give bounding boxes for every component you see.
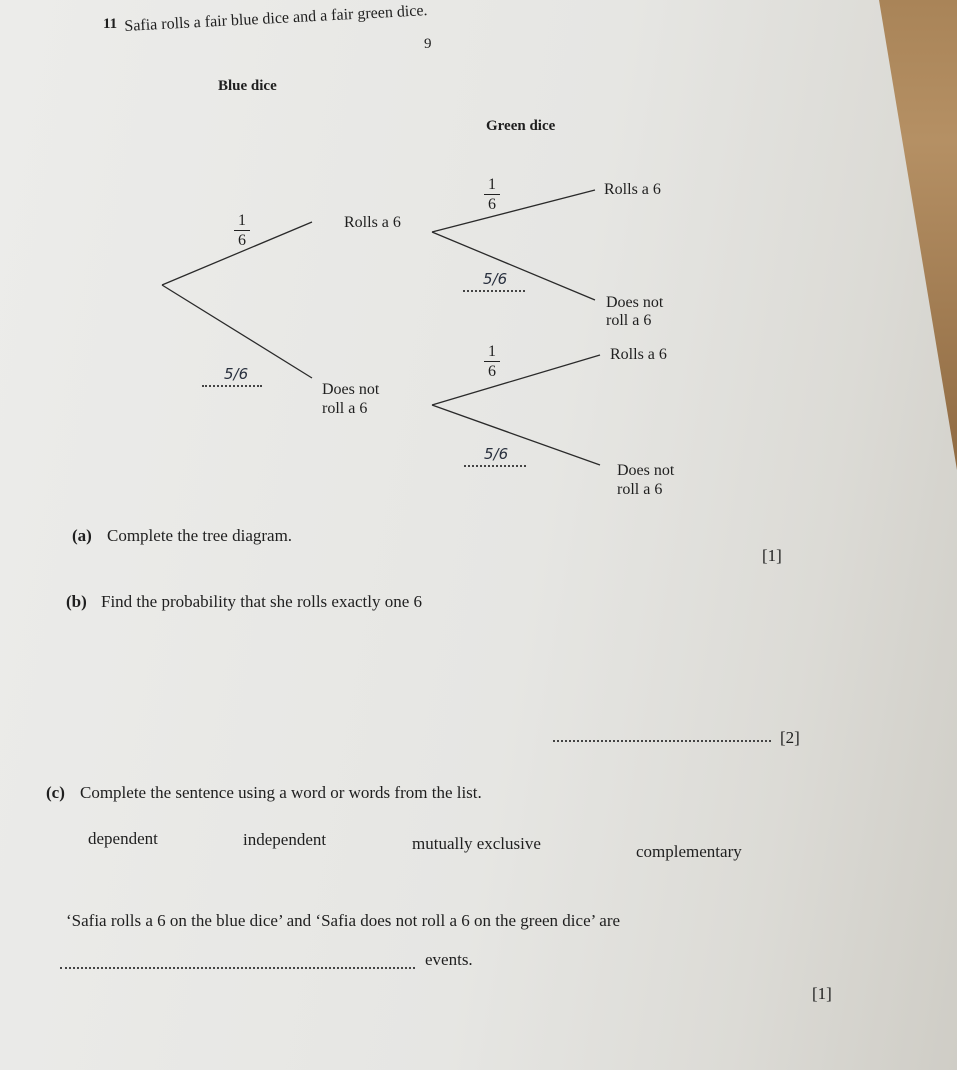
- option-complementary: complementary: [636, 842, 742, 861]
- fraction-denominator: 6: [488, 196, 496, 213]
- fraction-bar: [484, 361, 500, 362]
- green-upper-not-label-line1: Does not: [606, 294, 664, 311]
- blue-six-probability: [234, 212, 250, 249]
- fraction-bar: [234, 230, 250, 231]
- green-lower-six-label: Rolls a 6: [610, 346, 667, 363]
- green-dice-heading: Green dice: [486, 118, 556, 134]
- blue-not-label-line2: roll a 6: [322, 400, 368, 417]
- option-dependent: dependent: [88, 829, 158, 848]
- part-c-sentence-end: events.: [425, 950, 473, 969]
- part-c-label: (c): [46, 783, 65, 802]
- fraction-numerator: 1: [488, 343, 496, 360]
- green-upper-not-probability-answer[interactable]: 5/6: [463, 270, 525, 292]
- page-number: 9: [424, 36, 432, 52]
- part-c-sentence: ‘Safia rolls a 6 on the blue dice’ and ‘Safia does not roll a 6 on the green dice’ are: [66, 911, 621, 930]
- green-lower-not-probability-answer[interactable]: 5/6: [464, 445, 526, 467]
- green-upper-six-label: Rolls a 6: [604, 181, 661, 198]
- part-b-marks: [2]: [780, 728, 800, 747]
- blue-dice-heading: Blue dice: [218, 78, 277, 94]
- option-independent: independent: [243, 830, 327, 849]
- part-b-text: Find the probability that she rolls exactly one 6: [101, 592, 423, 611]
- fraction-bar: [484, 194, 500, 195]
- part-a-text: Complete the tree diagram.: [107, 526, 293, 545]
- part-c-marks: [1]: [812, 984, 832, 1003]
- option-mutually-exclusive: mutually exclusive: [412, 834, 541, 853]
- green-lower-not-label-line2: roll a 6: [617, 481, 663, 498]
- part-a-label: (a): [72, 526, 92, 545]
- part-c-text: Complete the sentence using a word or words from the list.: [80, 783, 482, 802]
- blue-six-label: Rolls a 6: [344, 214, 401, 231]
- green-upper-not-label-line2: roll a 6: [606, 312, 652, 329]
- part-c-answer-line[interactable]: [60, 953, 415, 969]
- green-upper-branch-six: [432, 190, 595, 232]
- green-lower-six-probability: [484, 343, 500, 380]
- green-lower-branch-six: [432, 355, 600, 405]
- part-a-marks: [1]: [762, 546, 782, 565]
- fraction-denominator: 6: [238, 232, 246, 249]
- blue-not-label-line1: Does not: [322, 381, 380, 398]
- fraction-numerator: 1: [488, 176, 496, 193]
- fraction-denominator: 6: [488, 363, 496, 380]
- part-b-answer-line[interactable]: [553, 726, 771, 742]
- question-text: Safia rolls a fair blue dice and a fair green dice.: [124, 2, 428, 35]
- fraction-numerator: 1: [238, 212, 246, 229]
- green-lower-not-label-line1: Does not: [617, 462, 675, 479]
- green-upper-six-probability: [484, 176, 500, 213]
- part-b-label: (b): [66, 592, 87, 611]
- question-number: 11: [103, 16, 118, 32]
- blue-not-probability-answer[interactable]: 5/6: [202, 365, 262, 387]
